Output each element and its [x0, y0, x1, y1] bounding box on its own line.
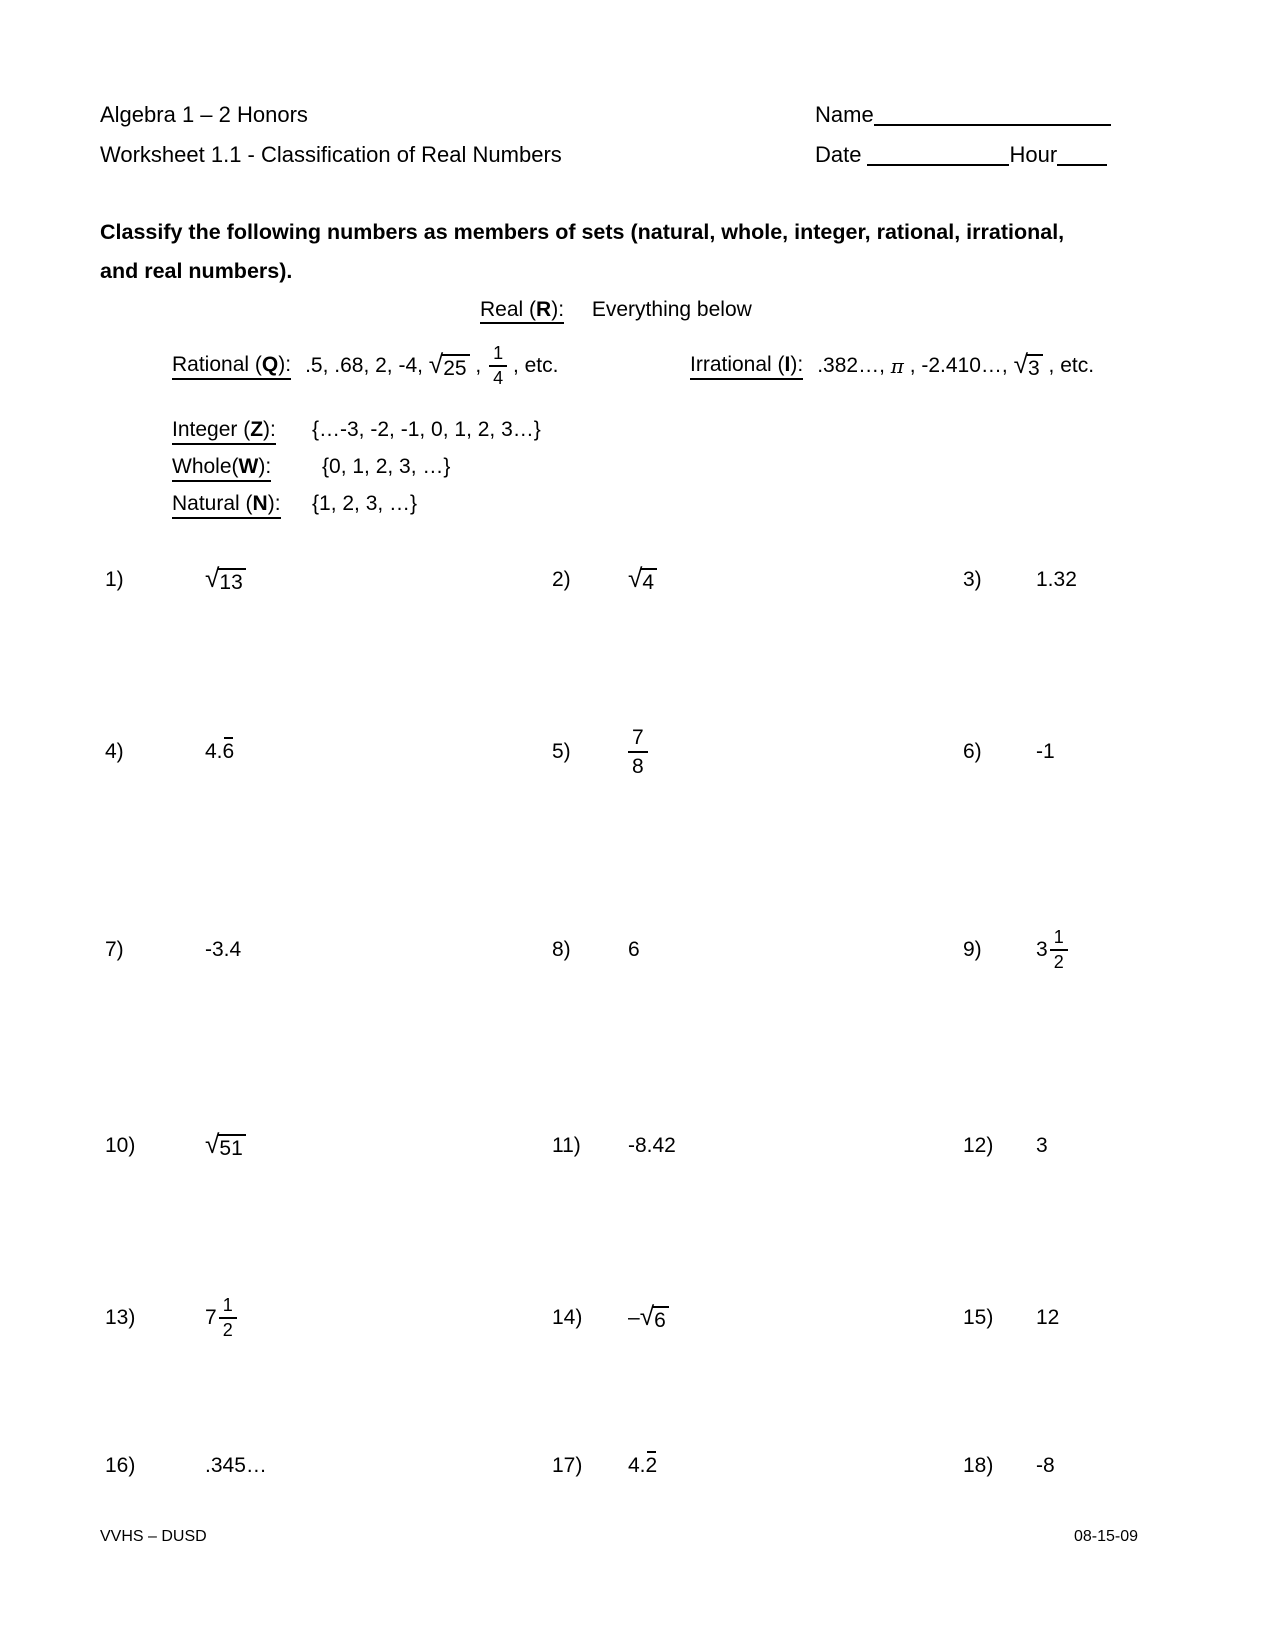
date-label: Date: [815, 142, 862, 167]
problem-number: 2): [552, 568, 571, 591]
radical-icon: √: [205, 562, 220, 593]
problem-18: [963, 1416, 1055, 1516]
problem-9: [963, 900, 1068, 1000]
problem-7: [105, 900, 241, 1000]
problem-value: [205, 1295, 237, 1340]
math-text: , etc.: [1042, 354, 1095, 377]
hour-label: Hour: [1009, 142, 1058, 167]
key-real-value: Everything below: [591, 298, 752, 321]
problem-value: [1036, 568, 1077, 592]
fraction-numerator: 1: [219, 1295, 237, 1319]
date-blank-line: [867, 142, 1009, 166]
problem-number: 6): [963, 740, 982, 763]
radicand: 4: [641, 568, 657, 593]
problem-11: [552, 1096, 676, 1196]
problem-number: 17): [552, 1454, 583, 1477]
problem-number: 4): [105, 740, 124, 763]
sqrt-expression: [205, 1128, 246, 1160]
problem-number: 15): [963, 1306, 994, 1329]
sqrt-expression: [205, 562, 246, 594]
problem-number: 11): [552, 1134, 581, 1157]
math-text: ,: [469, 354, 488, 377]
math-text: -1: [1036, 740, 1055, 763]
fraction-denominator: 4: [493, 368, 504, 388]
key-whole: [172, 455, 450, 482]
math-text: .345…: [205, 1454, 267, 1477]
hour-blank-line: [1057, 142, 1107, 166]
key-integer: [172, 418, 541, 445]
problem-value: [205, 938, 241, 962]
problem-5: [552, 702, 648, 802]
instructions-line2: and real numbers).: [100, 259, 293, 283]
key-rational: [172, 336, 558, 396]
radicand: 3: [1027, 354, 1043, 379]
fraction-denominator: 8: [632, 755, 644, 778]
problem-15: [963, 1268, 1059, 1368]
radical-icon: √: [628, 562, 643, 593]
fraction-denominator: 2: [1053, 952, 1064, 972]
key-irrational-examples: [817, 348, 1095, 380]
worksheet-title: Worksheet 1.1 - Classification of Real Numbers: [100, 142, 562, 167]
radical-icon: √: [428, 348, 444, 379]
problem-number: 5): [552, 740, 571, 763]
sqrt-expression: [639, 1300, 669, 1332]
radicand: 13: [218, 568, 245, 593]
fraction-numerator: 1: [489, 343, 507, 367]
key-real: [480, 298, 752, 322]
problem-number: 10): [105, 1134, 136, 1157]
math-text: -3.4: [205, 938, 242, 961]
problem-number: 13): [105, 1306, 136, 1329]
header-right: [815, 95, 1111, 175]
sqrt-expression: [428, 348, 470, 380]
pi-symbol: π: [890, 354, 904, 378]
fraction: [219, 1295, 237, 1340]
math-text: -8.42: [628, 1134, 676, 1157]
problem-value: [628, 1300, 669, 1332]
radical-icon: √: [639, 1300, 655, 1331]
problem-value: [1036, 740, 1055, 764]
name-label: Name: [815, 102, 874, 127]
problem-13: [105, 1268, 237, 1368]
problem-value: [205, 1454, 267, 1478]
sqrt-expression: [628, 562, 657, 594]
math-text: 3: [1036, 938, 1048, 961]
key-whole-set: {0, 1, 2, 3, …}: [322, 455, 451, 478]
footer-right: 08-15-09: [1073, 1528, 1138, 1545]
radical-icon: √: [205, 1128, 220, 1159]
name-blank-line: [874, 102, 1111, 126]
problem-value: [628, 1454, 657, 1478]
problem-17: [552, 1416, 657, 1516]
problem-16: [105, 1416, 267, 1516]
math-text: , etc.: [507, 354, 559, 377]
math-text: 3: [1036, 1134, 1048, 1157]
name-line: [815, 95, 1111, 135]
math-text: 1.32: [1036, 568, 1077, 591]
problem-number: 12): [963, 1134, 994, 1157]
math-text: .5, .68, 2, -4,: [305, 354, 429, 377]
repeating-digit: 6: [222, 740, 235, 763]
key-natural: [172, 492, 417, 519]
problem-value: [1036, 1306, 1059, 1330]
key-whole-label: Whole(W):: [172, 455, 271, 482]
problem-number: 9): [963, 938, 982, 961]
problem-value: [205, 1128, 246, 1160]
radicand: 25: [442, 354, 469, 379]
radicand: 6: [653, 1306, 669, 1331]
problem-number: 16): [105, 1454, 136, 1477]
fraction: [1050, 927, 1068, 972]
problem-value: [628, 725, 648, 779]
math-text: , -2.410…,: [903, 354, 1014, 377]
key-rational-examples: [305, 343, 558, 388]
key-irrational: [690, 336, 1094, 396]
key-integer-label: Integer (Z):: [172, 418, 276, 445]
key-natural-set: {1, 2, 3, …}: [312, 492, 418, 515]
instructions-line1: Classify the following numbers as members of sets (natural, whole, integer, rational, irrational,: [100, 220, 1065, 244]
fraction-numerator: 1: [1050, 927, 1068, 951]
date-hour-line: [815, 135, 1111, 175]
radicand: 51: [218, 1134, 245, 1159]
key-irrational-label: Irrational (I):: [690, 353, 803, 380]
math-text: 7: [205, 1306, 217, 1329]
math-text: 4.: [205, 740, 223, 763]
key-real-label: Real (R):: [480, 298, 564, 324]
problem-14: [552, 1268, 669, 1368]
math-text: –: [628, 1306, 640, 1329]
key-integer-set: {…-3, -2, -1, 0, 1, 2, 3…}: [312, 418, 541, 441]
problem-3: [963, 530, 1077, 630]
fraction: [489, 343, 507, 388]
math-text: -8: [1036, 1454, 1055, 1477]
problem-value: [1036, 1454, 1055, 1478]
sqrt-expression: [1013, 348, 1043, 380]
problem-value: [1036, 927, 1068, 972]
problem-12: [963, 1096, 1048, 1196]
problem-value: [205, 562, 246, 594]
problem-number: 18): [963, 1454, 994, 1477]
radical-icon: √: [1013, 348, 1028, 379]
problem-2: [552, 530, 657, 630]
footer-left: VVHS – DUSD: [100, 1528, 207, 1545]
math-text: 4.: [628, 1454, 646, 1477]
problem-number: 7): [105, 938, 124, 961]
key-rational-label: Rational (Q):: [172, 353, 291, 380]
repeating-digit: 2: [645, 1454, 658, 1477]
problem-value: [205, 740, 234, 764]
problem-number: 3): [963, 568, 982, 591]
fraction-denominator: 2: [222, 1320, 233, 1340]
problem-1: [105, 530, 246, 630]
problem-value: [628, 1134, 676, 1158]
problem-4: [105, 702, 234, 802]
problem-8: [552, 900, 640, 1000]
key-natural-label: Natural (N):: [172, 492, 281, 519]
problem-value: [628, 562, 657, 594]
problem-number: 1): [105, 568, 124, 591]
problem-value: [1036, 1134, 1048, 1158]
fraction-numerator: 7: [628, 725, 648, 753]
math-text: 6: [628, 938, 640, 961]
problem-value: [628, 938, 640, 962]
fraction: [628, 725, 648, 779]
problem-6: [963, 702, 1055, 802]
math-text: .382…,: [817, 354, 891, 377]
math-text: 12: [1036, 1306, 1060, 1329]
instructions: [100, 213, 1064, 291]
problem-number: 14): [552, 1306, 583, 1329]
problem-number: 8): [552, 938, 571, 961]
header-left: [100, 95, 562, 175]
problem-10: [105, 1096, 246, 1196]
course-title: Algebra 1 – 2 Honors: [100, 102, 308, 127]
